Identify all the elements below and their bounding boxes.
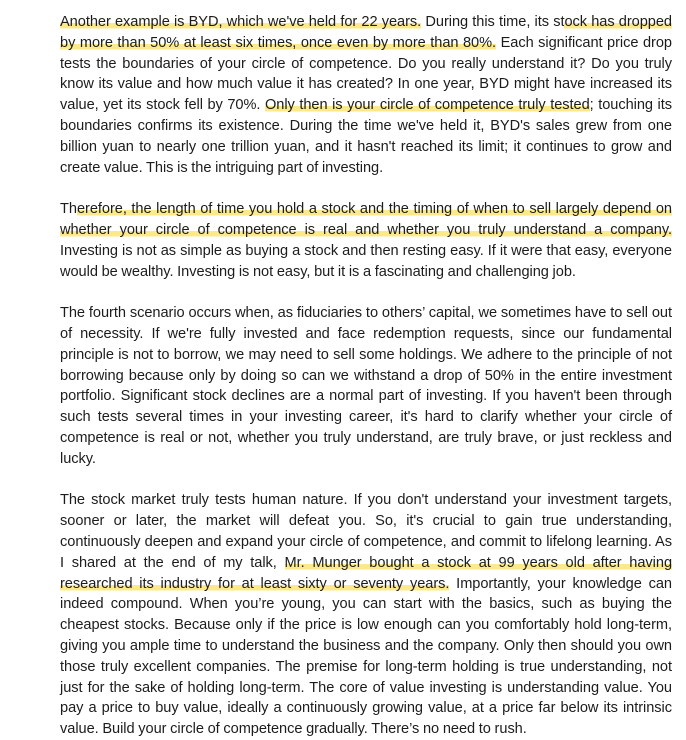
body-paragraph (60, 490, 672, 740)
text-segment: Importantly, your knowledge can indeed compound. When you’re young, you can start with the basics, such as buying the cheapest stocks. Because only if the price is low enough can you comfortably hold long-term, giving you ample time to understand the business and the company. Only then should you own those truly excellent companies. The premise for long-term holding is true understanding, not just for the sake of holding long-term. The core of value investing is understanding value. You pay a price to buy value, ideally a continuously growing value, at a price far below its intrinsic value. Build your circle of competence gradually. There’s no need to rush. (60, 575, 672, 738)
text-segment: ; touching its boundaries confirms its existence. During the time we've held it, BYD's sales grew from one billion yuan to nearly one trillion yuan, and it hasn't reached its limit; it continues to grow and create value. This is the intriguing part of investing. (60, 97, 672, 176)
highlighted-text: e even by more than 80%. (324, 34, 497, 51)
body-paragraph (60, 199, 672, 282)
text-segment: Each significant price drop tests the boundaries of your circle of competence. Do you really understand it? Do you truly know its value and how much value it has created? In one year, BYD might have increased its value, yet its stock fell by 70%. (60, 34, 672, 114)
document-page (60, 12, 672, 740)
highlighted-text: Another example is BYD, which we've held for 22 years. (60, 14, 422, 30)
highlighted-text: Mr. Munger bought a stock at 99 years old after having researched its industry for at least sixty or seventy years. (60, 554, 673, 592)
text-segment: Investing is not as simple as buying a stock and then resting easy. If it were that easy, everyone would be wealthy. Investing is not easy, but it is a fascinating and challenging job. (60, 242, 672, 280)
text-segment: The fourth scenario occurs when, as fiduciaries to others’ capital, we sometimes have to sell out of necessity. If we're fully invested and face redemption requests, since our fundamental principle is not to borrow, we may need to sell some holdings. We adhere to the principle of not borrowing because only by doing so can we withstand a drop of 50% in the entire investment portfolio. Significant stock declines are a normal part of investing. If you haven't been through such tests several times in your investing career, it's hard to clarify whether your circle of competence is real or not, whether you truly understand, are truly brave, or just reckless and lucky. (60, 305, 672, 467)
body-paragraph (60, 12, 672, 178)
highlighted-text: ock has dropped by more than 50% at least six times, onc (60, 14, 672, 51)
text-segment: Th (60, 201, 77, 218)
highlighted-text: erefore, the length of time you hold a stock and the timing of when to sell largely depend on whether your circle of competence is real and whether you truly understand a company. (60, 201, 672, 238)
body-paragraph (60, 303, 672, 469)
highlighted-text: Only then is your circle of competence truly tested (264, 97, 590, 114)
text-segment: During this time, its st (421, 14, 565, 30)
text-segment: The stock market truly tests human nature. If you don't understand your investment targets, sooner or later, the market will defeat you. So, it's crucial to gain true understanding, continuously deepen and expand your circle of competence, and commit to lifelong learning. As I shared at the end of my talk, (60, 492, 672, 571)
